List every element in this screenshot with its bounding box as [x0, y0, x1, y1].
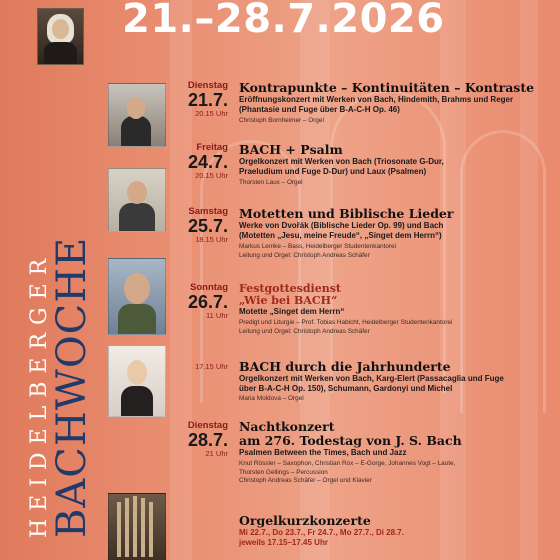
- event-title: BACH + Psalm: [239, 142, 343, 157]
- event-desc: Orgelkonzert mit Werken von Bach, Karg-Elert (Passacaglia und Fuge: [239, 374, 504, 383]
- bach-portrait-image: [37, 8, 84, 65]
- event-desc: Praeludium und Fuge D-Dur) und Laux (Psalmen): [239, 167, 427, 176]
- event-desc: Werke von Dvořák (Biblische Lieder Op. 99) und Bach: [239, 221, 444, 230]
- performer-photo: [108, 258, 166, 335]
- event-date: 21.7.: [187, 90, 228, 110]
- event-people: Leitung und Orgel: Christoph Andreas Schäfer: [239, 251, 370, 259]
- title-line1: HEIDELBERGER: [27, 250, 52, 538]
- event-people: Knut Rössler – Saxophon, Christian Rox – E-Gorge, Johannes Vogt – Laute,: [239, 460, 456, 467]
- event-desc: Eröffnungskonzert mit Werken von Bach, Hindemith, Brahms und Reger: [239, 95, 514, 104]
- event-desc: Psalmen Between the Times, Bach und Jazz: [239, 448, 407, 457]
- event-time: 11 Uhr: [206, 311, 228, 320]
- event-title: Motetten und Biblische Lieder: [239, 206, 454, 221]
- event-time: 21 Uhr: [205, 449, 228, 458]
- event-date: 25.7.: [187, 216, 228, 236]
- event-time: 20.15 Uhr: [195, 109, 228, 118]
- organ-photo: [108, 493, 166, 560]
- event-title: Orgelkurzkonzerte: [239, 513, 371, 528]
- event-desc: (Motetten „Jesu, meine Freude“, „Singet dem Herrn“): [239, 231, 442, 240]
- event-people: Christoph Andreas Schäfer – Orgel und Klavier: [239, 477, 372, 485]
- event-day: Sonntag: [190, 282, 228, 293]
- event-time: 20.15 Uhr: [195, 171, 228, 180]
- event-title: Nachtkonzert: [239, 419, 335, 434]
- vertical-title: [27, 236, 95, 538]
- event-day: Dienstag: [187, 80, 228, 91]
- event-time: 17.15 Uhr: [195, 362, 228, 371]
- event-date: 24.7.: [187, 152, 228, 172]
- performer-photo: [108, 345, 166, 417]
- event-desc: (Phantasie und Fuge über B-A-C-H Op. 46): [239, 105, 400, 114]
- event-desc: jeweils 17.15–17.45 Uhr: [239, 538, 328, 547]
- event-people: Predigt und Liturgie – Prof. Tobias Habicht, Heidelberger Studentenkantorei: [239, 319, 453, 326]
- event-people: Maria Moldova – Orgel: [239, 395, 304, 402]
- event-time: 18.15 Uhr: [195, 235, 228, 244]
- event-day: Dienstag: [187, 420, 228, 431]
- event-day: Freitag: [196, 142, 228, 153]
- event-desc: über B-A-C-H Op. 150), Schumann, Gardonyi und Michel: [239, 384, 453, 393]
- event-people: Thorsten Laux – Orgel: [239, 179, 303, 186]
- performer-photo: [108, 168, 166, 232]
- event-people: Christoph Bornheimer – Orgel: [239, 117, 324, 124]
- event-people: Leitung und Orgel: Christoph Andreas Schäfer: [239, 327, 370, 335]
- title-line2: BACHWOCHE: [49, 236, 95, 538]
- event-people: Markus Lemke – Bass, Heidelberger Studentenkantorei: [239, 243, 397, 250]
- event-subtitle: „Wie bei BACH“: [239, 294, 338, 307]
- event-title: BACH durch die Jahrhunderte: [239, 359, 451, 374]
- event-people: Thorsten Gellings – Percussion: [239, 468, 328, 476]
- event-desc: Mi 22.7., Do 23.7., Fr 24.7., Mo 27.7., Di 28.7.: [239, 528, 404, 537]
- event-date: 28.7.: [187, 430, 228, 450]
- event-desc: Motette „Singet dem Herrn“: [239, 307, 345, 316]
- event-date: 26.7.: [187, 292, 228, 312]
- performer-photo: [108, 83, 166, 147]
- event-day: Samstag: [188, 206, 228, 217]
- event-title-line2: am 276. Todestag von J. S. Bach: [239, 433, 462, 448]
- event-title: Festgottesdienst: [239, 282, 342, 295]
- event-desc: Orgelkonzert mit Werken von Bach (Triosonate G-Dur,: [239, 157, 444, 166]
- event-title: Kontrapunkte – Kontinuitäten – Kontraste: [239, 80, 535, 95]
- festival-dates: 21.–28.7.2026: [122, 0, 445, 42]
